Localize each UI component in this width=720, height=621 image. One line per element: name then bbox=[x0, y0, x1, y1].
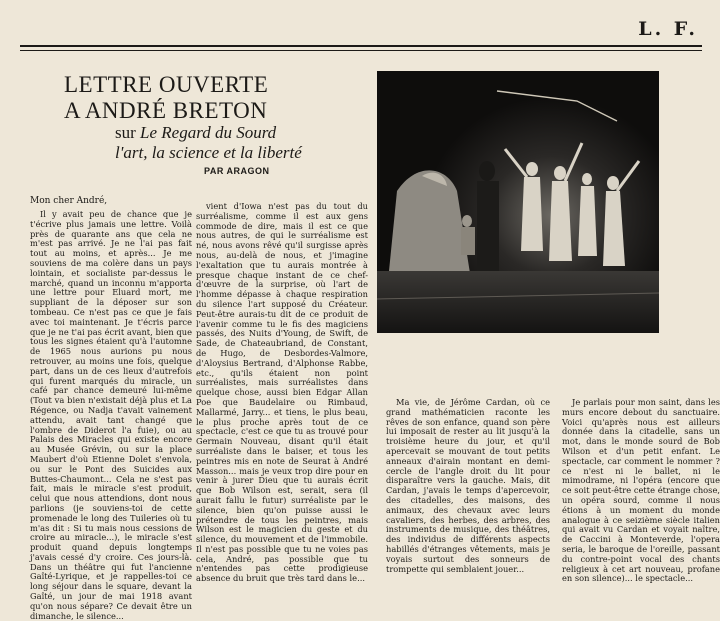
article-title bbox=[64, 72, 364, 124]
header-rule-thin bbox=[20, 50, 702, 51]
stage-photograph bbox=[377, 71, 659, 333]
salutation: Mon cher André, bbox=[30, 196, 108, 206]
text-column-1: Il y avait peu de chance que je t'écrive plus jamais une lettre. Voilà près de quarante ans que cela ne m'est pas arrivé. Je ne l'ai pas fait tout au moins, et après... Je me souviens de ma colère dans un pays lointain, et socialiste par-dessus le marché, quand un inconnu m'apporta une lettre pour Eluard mort, me suppliant de la déposer sur son tombeau. Ce n'est pas ce que je fais avec toi maintenant. Je t'écris parce que je ne t'ai pas écrit avant, bien que tous les signes étaient qu'à l'automne de 1965 nous aurions pu nous retrouver, au moins une fois, quelque part, dans un de ces lieux d'autrefois qui furent marqués du miracle, un café par chance demeuré lui-même (Tout va bien n'existait déjà plus et La Régence, ou Nadja t'avait vainement attendu, avait tant changé que l'ombre de Diderot l'a fuie), ou au Palais des Miracles qui existe encore au Musée Grévin, ou sur la place Maubert d'où Etienne Dolet s'envola, ou sur le Pont des Suicides aux Buttes-Chaumont... Cela ne s'est pas fait, mais le miracle s'est produit, celui que nous attendions, dont nous parlions (je souviens-toi de cette promenade le long des Tuileries où tu m'as dit : Si tu mais nous cessions de croire au miracle...), le miracle s'est produit quand depuis longtemps j'avais cessé d'y croire. Ces jours-là. Dans un théâtre qui fut l'ancienne Gaîté-Lyrique, et je rappelles-toi ce long séjour dans le square, devant la Gaîté, un jour de mai 1918 avant qu'on nous sépare? Ce devait être un dimanche, le silence... bbox=[30, 209, 192, 621]
title-line-2: A ANDRÉ BRETON bbox=[64, 98, 268, 123]
stage-photo-image bbox=[377, 71, 659, 333]
subtitle-line-2: l'art, la science et la liberté bbox=[115, 143, 302, 162]
masthead: L. F. bbox=[638, 18, 698, 40]
byline: PAR ARAGON bbox=[204, 166, 270, 176]
text-column-2: vient d'Iowa n'est pas du tout du surréalisme, comme il est aux gens commode de dire, mais il est ce que nous autres, de qui le surréalisme est né, nous avons rêvé qu'il surgisse après nous, au-delà de nous, et j'imagine l'exaltation que tu aurais montrée à presque chaque instant de ce chef-d'œuvre de la surprise, où l'art de l'homme dépasse à chaque respiration du silence l'art supposé du Créateur. Peut-être aurais-tu dit de ce produit de l'avenir comme tu le fis des magiciens passés, des Nuits d'Young, de Swift, de Sade, de Chateaubriand, de Constant, de Hugo, de Desbordes-Valmore, d'Aloysius Bertrand, d'Alphonse Rabbe, etc., qu'ils étaient non point surréalistes, mais surréalistes dans quelque chose, aussi bien Edgar Allan Poe que Baudelaire ou Rimbaud, Mallarmé, Jarry... et tiens, le plus beau, le plus proche après tout de ce spectacle, c'est ce que tu as trouvé pour Germain Nouveau, disant qu'il était surréaliste dans le baiser, et tous les peintres mis en note de Seurat à André Masson... mais je veux trop dire pour en venir à jurer Dieu que tu aurais écrit que Bob Wilson est, serait, sera (il aurait fallu le futur) surréaliste par le silence, bien qu'on puisse aussi le prétendre de tous les peintres, mais Wilson est le magicien du geste et du silence, du mouvement et de l'immobile. Il n'est pas possible que tu ne voies pas cela, André, pas possible que tu n'entendes pas cette prodigieuse absence du bruit que très tard dans le... bbox=[196, 201, 368, 584]
subtitle-work: Le Regard du Sourd bbox=[140, 123, 277, 142]
text-column-3: Ma vie, de Jérôme Cardan, où ce grand mathématicien raconte les rêves de son enfance, quand son père lui imposait de rester au lit jusqu'à la troisième heure du jour, et qu'il apercevait se mouvant de tout petits anneaux d'airain montant en demi-cercle de l'angle droit du lit pour disparaître vers la gauche. Mais, dit Cardan, j'avais le temps d'apercevoir, des citadelles, des maisons, des animaux, des chevaux avec leurs cavaliers, des herbes, des arbres, des instruments de musique, des théâtres, des individus de différents aspects habillés d'étranges vêtements, mais je voyais surtout des sonneurs de trompette qui semblaient jouer... bbox=[386, 397, 550, 574]
subtitle-prefix: sur bbox=[115, 123, 141, 142]
header-rule bbox=[20, 45, 702, 47]
text-column-4: Je parlais pour mon saint, dans les murs encore debout du sanctuaire. Voici qu'après nous est ailleurs donnée dans la citadelle, sans un mot, dans le monde sourd de Bob Wilson et d'un petit enfant. Le spectacle, car comment le nommer ? ce n'est ni le ballet, ni le mimodrame, ni l'opéra (encore que ce soit peut-être cette étrange chose, un opéra sourd, comme il nous étions à un moment du monde analogue à ce seizième siècle italien qui avait vu Cardan et voyait naître, de Caccini à Monteverde, l'opera seria, le baroque de l'oreille, passant du contre-point vocal des chants religieux à cet art nouveau, profane en son silence)... le spectacle... bbox=[562, 397, 720, 584]
article-subtitle bbox=[115, 123, 375, 163]
title-line-1: LETTRE OUVERTE bbox=[64, 72, 269, 97]
